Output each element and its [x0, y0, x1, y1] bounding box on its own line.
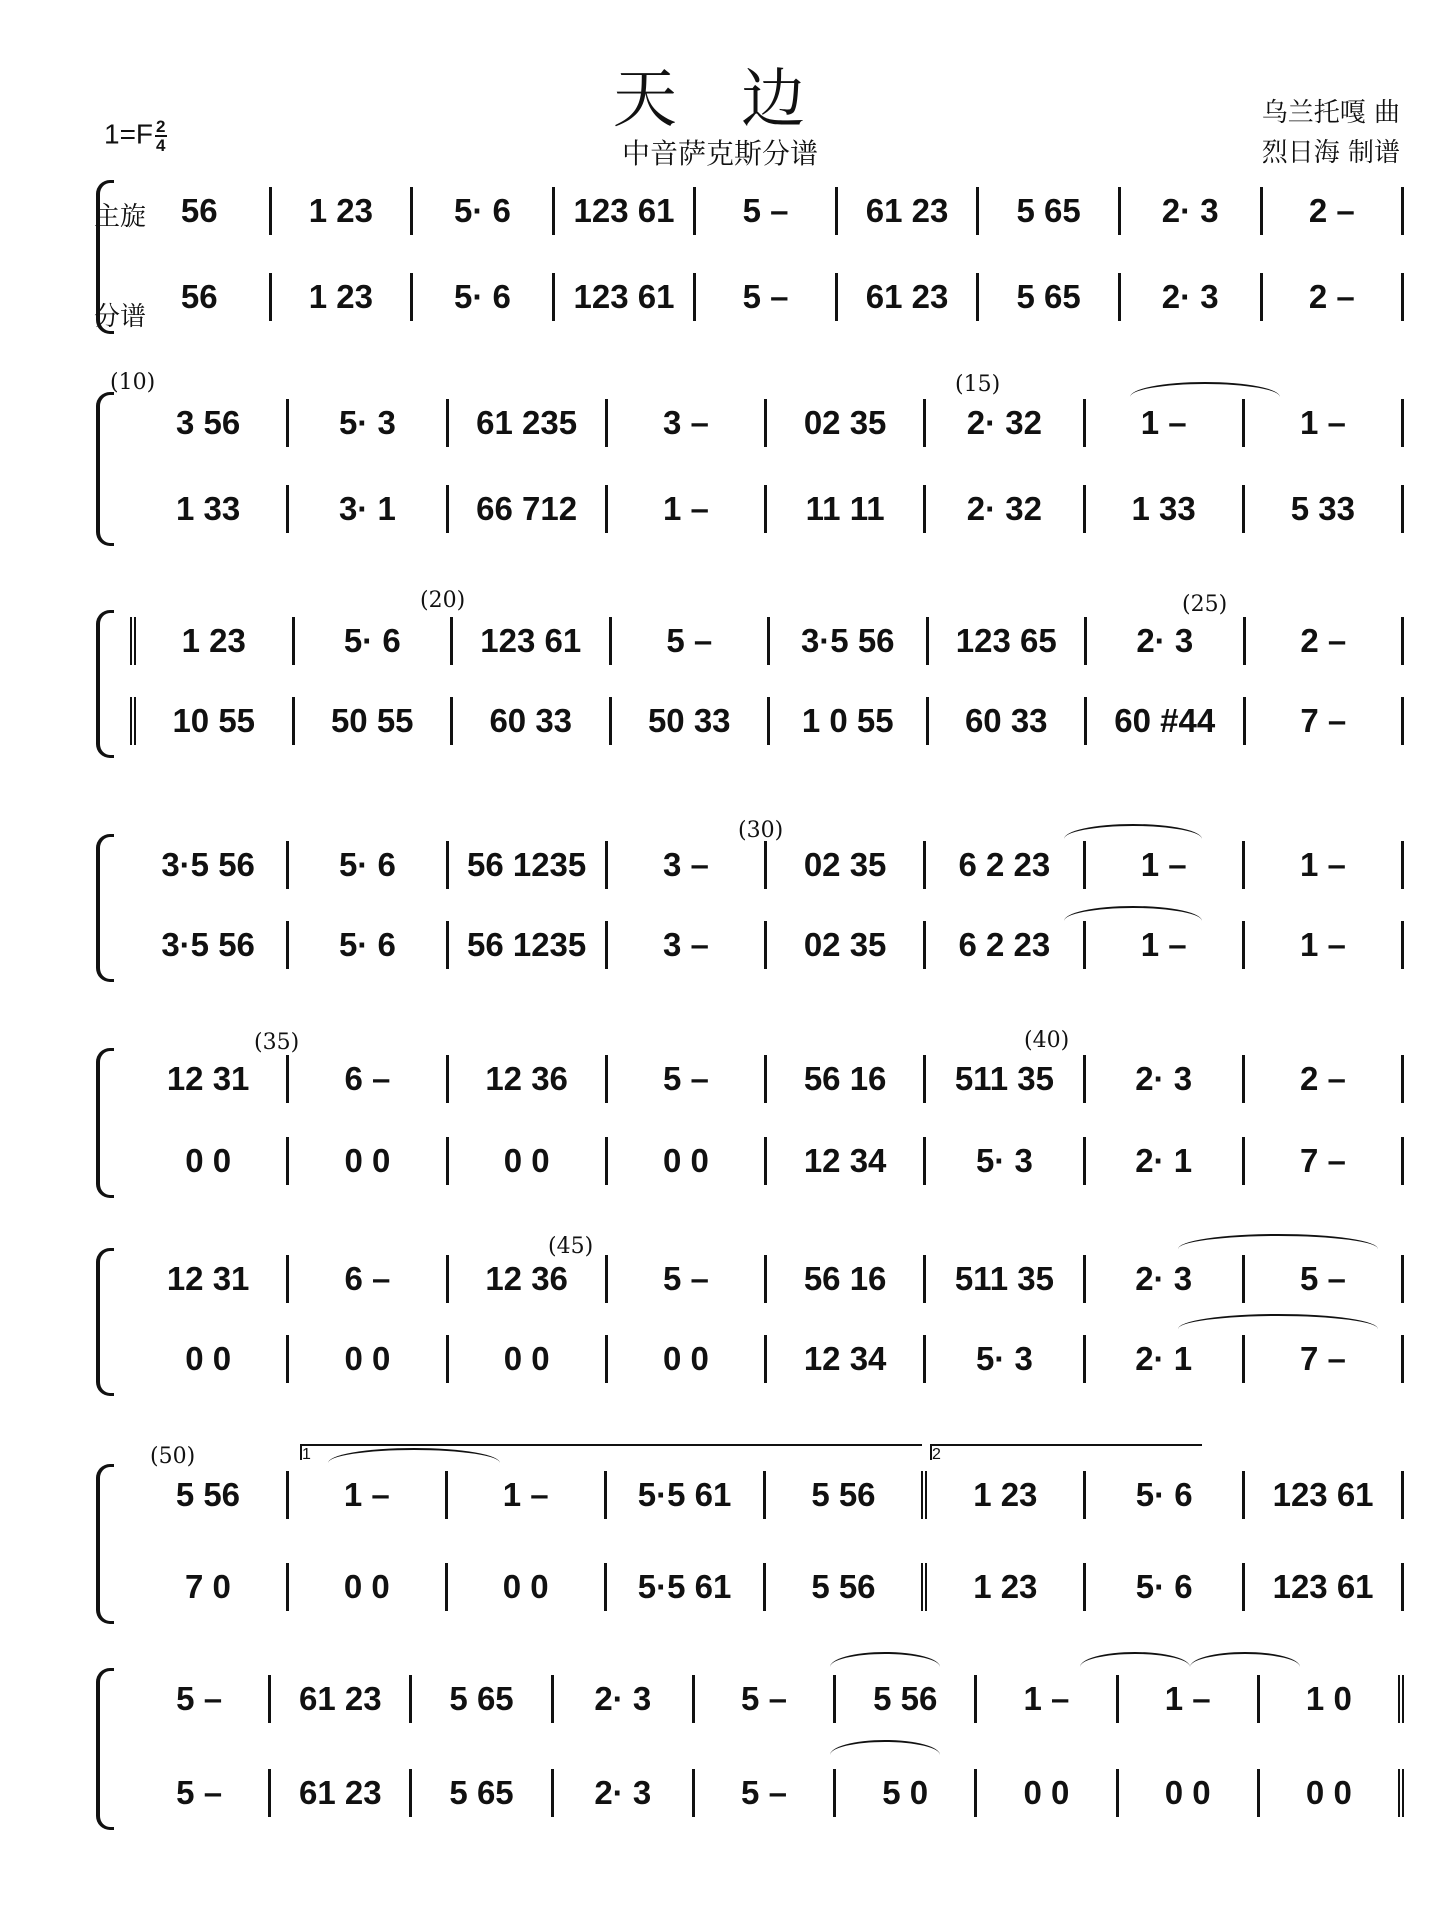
staff-label-melody: 主旋: [94, 202, 147, 232]
measure: 0 0: [449, 1335, 608, 1383]
measure: 5· 6: [413, 273, 555, 321]
measure: 5· 6: [1086, 1563, 1245, 1611]
measure: 1 –: [448, 1471, 607, 1519]
system-bracket: [96, 392, 114, 546]
measure: 2· 1: [1086, 1137, 1245, 1185]
measure: 5· 6: [295, 617, 454, 665]
measure: 511 35: [926, 1255, 1085, 1303]
measure: 1 0 55: [770, 697, 929, 745]
measure: 0 0: [289, 1563, 448, 1611]
measure-number: (45): [548, 1234, 594, 1259]
measure: 5 56: [766, 1471, 928, 1519]
measure: 5 65: [412, 1769, 553, 1817]
measure: 7 –: [1245, 1335, 1404, 1383]
measure: 5·5 61: [607, 1563, 766, 1611]
system-bracket: [96, 180, 114, 334]
melody-staff-row: [130, 1672, 1404, 1726]
measure: 56 16: [767, 1255, 926, 1303]
measure: 2· 3: [554, 1675, 695, 1723]
system-bracket: [96, 834, 114, 982]
measure: 5 65: [412, 1675, 553, 1723]
measure: 0 0: [130, 1137, 289, 1185]
measure: 1 –: [1086, 399, 1245, 447]
measure: 1 23: [130, 617, 295, 665]
measure: 1 –: [1245, 921, 1404, 969]
measure: 2· 32: [926, 485, 1085, 533]
measure: 0 0: [289, 1335, 448, 1383]
measure: 11 11: [767, 485, 926, 533]
measure: 123 61: [453, 617, 612, 665]
measure: 3 –: [608, 399, 767, 447]
measure: 56 1235: [449, 841, 608, 889]
score-title: 天 边: [612, 63, 828, 137]
measure: 2· 32: [926, 399, 1085, 447]
measure: 1 23: [927, 1471, 1086, 1519]
measure: 5· 3: [289, 399, 448, 447]
time-signature: $\frac{2}{4}$: [156, 117, 166, 155]
measure: 12 34: [767, 1335, 926, 1383]
part-staff-row: [130, 1766, 1404, 1820]
measure: 56 1235: [449, 921, 608, 969]
measure: 1 –: [1086, 921, 1245, 969]
part-staff-row: [130, 270, 1404, 324]
measure: 3 –: [608, 841, 767, 889]
measure: 1 23: [272, 187, 414, 235]
system-bracket: [96, 610, 114, 758]
measure: 12 36: [449, 1255, 608, 1303]
measure: 2· 3: [1086, 1255, 1245, 1303]
part-staff-row: [130, 1560, 1404, 1614]
measure: 3·5 56: [770, 617, 929, 665]
measure: 0 0: [1260, 1769, 1404, 1817]
measure: 5 56: [766, 1563, 928, 1611]
measure: 3 56: [130, 399, 289, 447]
key-time-signature: [104, 118, 167, 154]
measure: 50 33: [612, 697, 771, 745]
measure: 5 –: [612, 617, 771, 665]
measure: 3· 1: [289, 485, 448, 533]
measure: 5 –: [1245, 1255, 1404, 1303]
measure: 123 61: [555, 187, 697, 235]
melody-staff-row: [130, 1252, 1404, 1306]
measure: 2· 3: [554, 1769, 695, 1817]
measure: 1 –: [289, 1471, 448, 1519]
measure: 5 –: [130, 1769, 271, 1817]
measure: 56 16: [767, 1055, 926, 1103]
measure-number: (30): [738, 818, 784, 843]
measure: 0 0: [608, 1137, 767, 1185]
melody-staff-row: [130, 1052, 1404, 1106]
measure: 5 56: [130, 1471, 289, 1519]
measure: 5· 6: [1086, 1471, 1245, 1519]
part-staff-row: [130, 1134, 1404, 1188]
measure: 5 –: [695, 1675, 836, 1723]
measure: 2· 3: [1086, 1055, 1245, 1103]
measure-number: (25): [1182, 592, 1228, 617]
part-staff-row: [130, 1332, 1404, 1386]
measure: 5 –: [130, 1675, 271, 1723]
measure: 5· 6: [289, 921, 448, 969]
measure-number: (10): [110, 370, 156, 395]
measure: 2 –: [1263, 187, 1405, 235]
measure: 10 55: [130, 697, 295, 745]
measure: 12 34: [767, 1137, 926, 1185]
melody-staff-row: [130, 838, 1404, 892]
measure: 5 –: [695, 1769, 836, 1817]
measure: 3·5 56: [130, 841, 289, 889]
measure-number: (15): [955, 372, 1001, 397]
measure: 7 –: [1246, 697, 1405, 745]
measure: 0 0: [448, 1563, 607, 1611]
measure: 61 23: [838, 187, 980, 235]
measure-number: (35): [254, 1030, 300, 1055]
measure: 5·5 61: [607, 1471, 766, 1519]
measure: 511 35: [926, 1055, 1085, 1103]
melody-staff-row: [130, 396, 1404, 450]
measure: 1 23: [272, 273, 414, 321]
system-bracket: [96, 1048, 114, 1198]
measure: 0 0: [130, 1335, 289, 1383]
measure: 5 –: [608, 1055, 767, 1103]
measure: 5 56: [836, 1675, 977, 1723]
measure: 1 33: [130, 485, 289, 533]
measure: 2· 3: [1121, 187, 1263, 235]
measure: 1 23: [927, 1563, 1086, 1611]
measure: 7 –: [1245, 1137, 1404, 1185]
measure: 60 33: [929, 697, 1088, 745]
system-bracket: [96, 1464, 114, 1624]
measure: 123 61: [1245, 1563, 1404, 1611]
measure: 6 –: [289, 1055, 448, 1103]
measure: 50 55: [295, 697, 454, 745]
measure: 1 –: [608, 485, 767, 533]
composer-credit: 乌兰托嘎 曲: [1261, 98, 1400, 128]
measure: 02 35: [767, 841, 926, 889]
volta-second-ending: 2: [930, 1444, 1202, 1460]
measure: 12 36: [449, 1055, 608, 1103]
arranger-credit: 烈日海 制谱: [1261, 138, 1400, 168]
measure: 56: [130, 273, 272, 321]
measure: 0 0: [449, 1137, 608, 1185]
measure: 5 33: [1245, 485, 1404, 533]
measure: 5 0: [836, 1769, 977, 1817]
measure: 6 2 23: [926, 921, 1085, 969]
melody-staff-row: [130, 1468, 1404, 1522]
measure: 0 0: [289, 1137, 448, 1185]
measure: 61 235: [449, 399, 608, 447]
measure-number: (50): [150, 1444, 196, 1469]
measure: 5· 3: [926, 1137, 1085, 1185]
measure: 12 31: [130, 1255, 289, 1303]
measure: 123 61: [1245, 1471, 1404, 1519]
measure: 1 –: [1245, 841, 1404, 889]
measure: 5 65: [979, 187, 1121, 235]
part-staff-row: [130, 918, 1404, 972]
melody-staff-row: [130, 614, 1404, 668]
measure: 1 –: [1119, 1675, 1260, 1723]
measure: 1 –: [977, 1675, 1118, 1723]
measure: 6 –: [289, 1255, 448, 1303]
measure: 02 35: [767, 921, 926, 969]
score-subtitle: 中音萨克斯分谱: [621, 137, 818, 170]
volta-first-ending: 1: [300, 1444, 922, 1460]
measure: 0 0: [977, 1769, 1118, 1817]
measure: 1 –: [1245, 399, 1404, 447]
system-bracket: [96, 1248, 114, 1396]
measure: 123 65: [929, 617, 1088, 665]
measure: 6 2 23: [926, 841, 1085, 889]
measure: 02 35: [767, 399, 926, 447]
measure: 1 0: [1260, 1675, 1404, 1723]
measure: 61 23: [271, 1675, 412, 1723]
measure: 123 61: [555, 273, 697, 321]
measure: 5 –: [608, 1255, 767, 1303]
measure: 3·5 56: [130, 921, 289, 969]
part-staff-row: [130, 482, 1404, 536]
measure: 5· 6: [413, 187, 555, 235]
measure: 60 #44: [1087, 697, 1246, 745]
measure: 66 712: [449, 485, 608, 533]
part-staff-row: [130, 694, 1404, 748]
measure: 2· 1: [1086, 1335, 1245, 1383]
measure: 5 65: [979, 273, 1121, 321]
measure: 5 –: [696, 273, 838, 321]
measure: 5· 3: [926, 1335, 1085, 1383]
measure: 5 –: [696, 187, 838, 235]
measure: 0 0: [608, 1335, 767, 1383]
measure: 2 –: [1246, 617, 1405, 665]
key-signature: 1=F: [104, 118, 154, 150]
measure: 2 –: [1263, 273, 1405, 321]
measure-number: (40): [1024, 1028, 1070, 1053]
measure: 3 –: [608, 921, 767, 969]
measure: 1 –: [1086, 841, 1245, 889]
measure: 1 33: [1086, 485, 1245, 533]
measure: 61 23: [838, 273, 980, 321]
measure: 7 0: [130, 1563, 289, 1611]
measure: 60 33: [453, 697, 612, 745]
measure: 0 0: [1119, 1769, 1260, 1817]
measure: 5· 6: [289, 841, 448, 889]
system-bracket: [96, 1668, 114, 1830]
staff-label-part: 分谱: [94, 302, 147, 332]
measure: 2· 3: [1087, 617, 1246, 665]
measure: 2· 3: [1121, 273, 1263, 321]
measure: 12 31: [130, 1055, 289, 1103]
melody-staff-row: [130, 184, 1404, 238]
measure: 2 –: [1245, 1055, 1404, 1103]
measure: 56: [130, 187, 272, 235]
measure: 61 23: [271, 1769, 412, 1817]
measure-number: (20): [420, 588, 466, 613]
